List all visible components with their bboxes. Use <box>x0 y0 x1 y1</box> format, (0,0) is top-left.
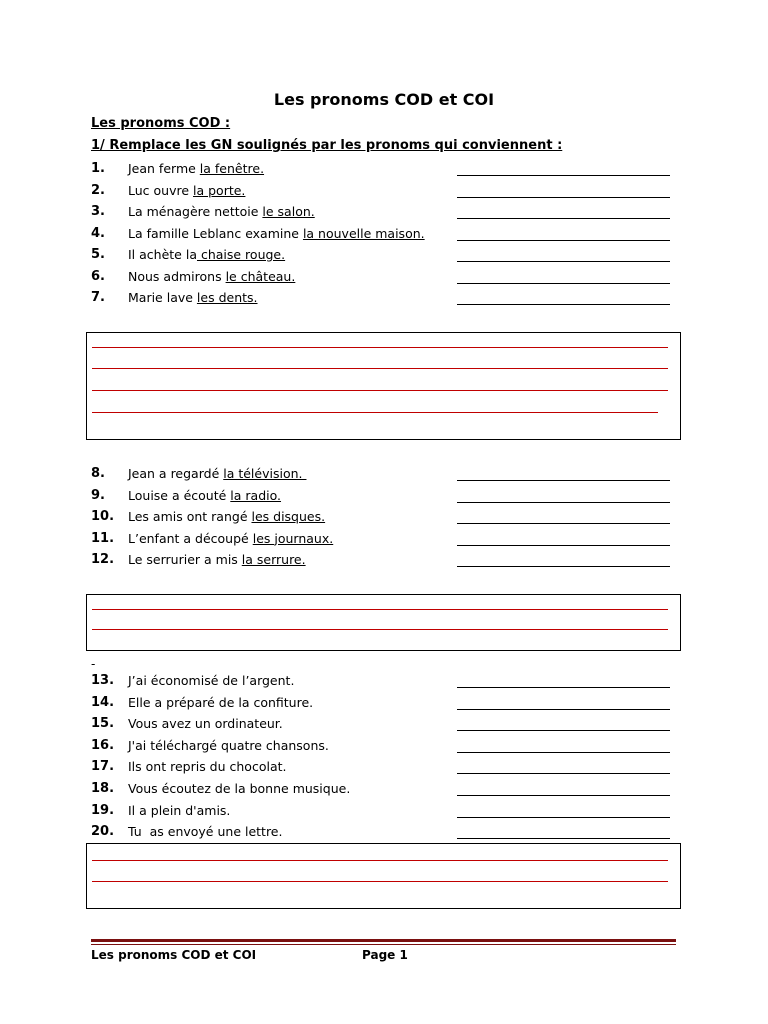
item-number: 18. <box>91 781 115 796</box>
item-sentence <box>128 552 306 567</box>
instruction-text: 1/ Remplace les GN soulignés par les pronoms qui conviennent : <box>91 138 563 153</box>
item-sentence <box>128 290 258 305</box>
exercise-item <box>0 247 768 267</box>
exercise-item <box>0 673 768 693</box>
answer-line[interactable] <box>457 480 670 481</box>
exercise-item <box>0 488 768 508</box>
item-number: 1. <box>91 161 105 176</box>
item-number: 12. <box>91 552 115 567</box>
item-text: Vous écoutez de la bonne musique. <box>128 781 351 796</box>
item-number: 2. <box>91 182 105 198</box>
exercise-item <box>0 161 768 181</box>
item-text: Jean ferme <box>128 161 200 176</box>
item-number: 16. <box>91 737 115 753</box>
underlined-group: les journaux. <box>252 530 334 546</box>
answer-line[interactable] <box>457 773 670 774</box>
exercise-item <box>0 466 768 486</box>
item-sentence <box>128 824 282 839</box>
answer-line[interactable] <box>457 523 670 524</box>
item-sentence <box>128 673 294 688</box>
item-sentence <box>128 183 245 198</box>
footer-title: Les pronoms COD et COI <box>91 948 257 962</box>
answer-line[interactable] <box>457 502 670 503</box>
exercise-item <box>0 204 768 224</box>
footer-rule <box>91 939 676 942</box>
item-sentence <box>128 204 315 219</box>
writing-line <box>92 347 668 348</box>
exercise-item <box>0 290 768 310</box>
exercise-item <box>0 509 768 529</box>
item-sentence <box>128 695 313 710</box>
item-sentence <box>128 716 283 731</box>
underlined-group: chaise rouge. <box>196 247 286 262</box>
exercise-item <box>0 552 768 572</box>
item-number: 3. <box>91 204 105 219</box>
answer-line[interactable] <box>457 545 670 546</box>
writing-box-2[interactable] <box>86 594 681 651</box>
section-heading: Les pronoms COD : <box>91 116 231 131</box>
item-text: Louise a écouté <box>128 487 231 503</box>
item-number: 6. <box>91 268 105 284</box>
answer-line[interactable] <box>457 752 670 753</box>
writing-box-1[interactable] <box>86 332 681 440</box>
writing-line <box>92 609 668 610</box>
item-sentence <box>128 247 285 262</box>
underlined-group: la porte. <box>193 182 246 198</box>
item-text: Vous avez un ordinateur. <box>128 716 283 732</box>
item-number: 14. <box>91 694 115 710</box>
item-text: Il a plein d'amis. <box>128 802 231 818</box>
item-sentence <box>128 269 295 284</box>
item-sentence <box>128 738 329 753</box>
answer-line[interactable] <box>457 304 670 305</box>
item-sentence <box>128 466 306 481</box>
answer-line[interactable] <box>457 261 670 262</box>
footer-rule <box>91 944 676 945</box>
exercise-item <box>0 803 768 823</box>
item-sentence <box>128 803 230 818</box>
item-text: Les amis ont rangé <box>128 509 252 524</box>
item-sentence <box>128 488 281 503</box>
answer-line[interactable] <box>457 817 670 818</box>
answer-line[interactable] <box>457 730 670 731</box>
exercise-item <box>0 226 768 246</box>
answer-line[interactable] <box>457 838 670 839</box>
item-number: 10. <box>91 509 115 524</box>
item-text: Ils ont repris du chocolat. <box>128 759 287 775</box>
underlined-group: les dents. <box>196 290 258 305</box>
writing-line <box>92 390 668 391</box>
item-text: J'ai téléchargé quatre chansons. <box>128 737 329 753</box>
item-text: Il achète la <box>128 247 197 262</box>
item-sentence <box>128 509 325 524</box>
item-text: Luc ouvre <box>128 182 194 198</box>
writing-line <box>92 881 668 882</box>
item-text: Nous admirons <box>128 268 226 284</box>
item-text: Le serrurier a mis <box>128 552 242 567</box>
item-number: 5. <box>91 247 105 262</box>
item-number: 11. <box>91 530 115 546</box>
writing-box-3[interactable] <box>86 843 681 909</box>
item-sentence <box>128 226 425 241</box>
answer-line[interactable] <box>457 795 670 796</box>
item-number: 4. <box>91 225 105 241</box>
writing-line <box>92 860 668 861</box>
item-number: 7. <box>91 290 105 305</box>
item-sentence <box>128 161 264 176</box>
item-text: J’ai économisé de l’argent. <box>128 673 295 688</box>
answer-line[interactable] <box>457 175 670 176</box>
item-text: L’enfant a découpé <box>128 530 253 546</box>
answer-line[interactable] <box>457 687 670 688</box>
writing-line <box>92 412 658 413</box>
answer-line[interactable] <box>457 566 670 567</box>
exercise-item <box>0 824 768 844</box>
item-number: 15. <box>91 716 115 732</box>
item-text: Jean a regardé <box>128 466 224 481</box>
answer-line[interactable] <box>457 283 670 284</box>
writing-line <box>92 629 668 630</box>
underlined-group: les disques. <box>251 509 326 524</box>
exercise-item <box>0 759 768 779</box>
item-text: Tu as envoyé une lettre. <box>128 824 283 840</box>
answer-line[interactable] <box>457 197 670 198</box>
writing-line <box>92 368 668 369</box>
item-number: 9. <box>91 487 105 503</box>
underlined-group: la nouvelle maison. <box>302 225 425 241</box>
item-sentence <box>128 759 286 774</box>
item-number: 13. <box>91 673 115 688</box>
answer-line[interactable] <box>457 240 670 241</box>
answer-line[interactable] <box>457 709 670 710</box>
underlined-group: la serrure. <box>241 552 306 567</box>
item-text: La famille Leblanc examine <box>128 225 303 241</box>
underlined-group: la fenêtre. <box>199 161 265 176</box>
instruction <box>91 138 562 153</box>
item-text: La ménagère nettoie <box>128 204 263 219</box>
item-number: 8. <box>91 466 105 481</box>
separator-dash: - <box>91 657 96 671</box>
exercise-item <box>0 716 768 736</box>
exercise-item <box>0 269 768 289</box>
underlined-group: la radio. <box>230 487 282 503</box>
item-text: Marie lave <box>128 290 197 305</box>
answer-line[interactable] <box>457 218 670 219</box>
exercise-item <box>0 183 768 203</box>
exercise-item <box>0 781 768 801</box>
page-number: Page 1 <box>362 948 408 962</box>
underlined-group: le salon. <box>262 204 315 219</box>
underlined-group: le château. <box>225 268 296 284</box>
exercise-item <box>0 738 768 758</box>
underlined-group: la télévision. <box>223 466 307 481</box>
exercise-item <box>0 695 768 715</box>
item-sentence <box>128 781 350 796</box>
exercise-item <box>0 531 768 551</box>
item-text: Elle a préparé de la confiture. <box>128 694 314 710</box>
page-title: Les pronoms COD et COI <box>273 90 495 109</box>
item-number: 17. <box>91 759 115 775</box>
item-number: 20. <box>91 824 115 840</box>
item-number: 19. <box>91 802 115 818</box>
item-sentence <box>128 531 333 546</box>
